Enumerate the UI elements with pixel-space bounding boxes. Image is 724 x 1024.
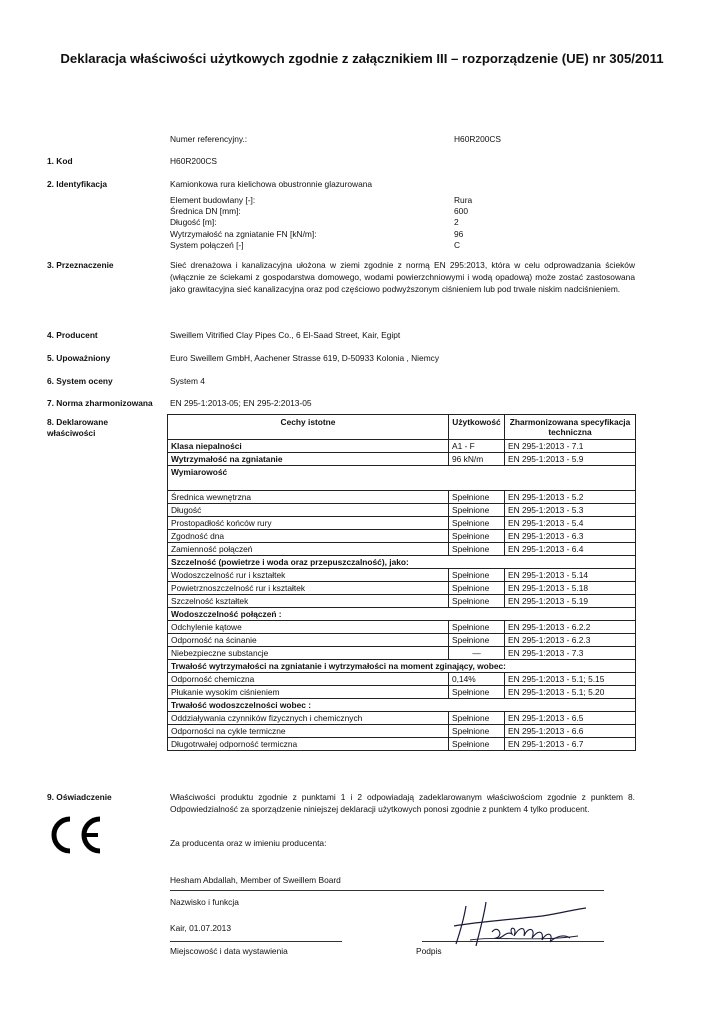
performance-cell: Spełnione (449, 530, 505, 543)
characteristic-cell: Oddziaływania czynników fizycznych i chemicznych (168, 712, 449, 725)
table-row (168, 673, 636, 686)
page-title: Deklaracja właściwości użytkowych zgodnie z załącznikiem III – rozporządzenie (UE) nr 305/2011 (60, 51, 664, 66)
characteristic-cell: Zamienność połączeń (168, 543, 449, 556)
ce-mark-logo (44, 814, 104, 856)
table-row (168, 621, 636, 634)
table-section-row (168, 466, 636, 491)
section-heading-cell: Trwałość wytrzymałości na zgniatanie i wytrzymałości na moment zginający, wobec: (168, 660, 636, 673)
header-performance: Użytkowość (449, 415, 505, 440)
performance-cell: Spełnione (449, 517, 505, 530)
table-row (168, 686, 636, 699)
table-row (168, 569, 636, 582)
section-2-description: Kamionkowa rura kielichowa obustronnie glazurowana (170, 179, 373, 189)
section-4-label: 4. Producent (47, 330, 98, 340)
characteristic-cell: Wodoszczelność rur i kształtek (168, 569, 449, 582)
table-section-row (168, 660, 636, 673)
ref-value: H60R200CS (454, 134, 502, 144)
table-section-row (168, 699, 636, 712)
section-heading-cell: Trwałość wodoszczelności wobec : (168, 699, 636, 712)
characteristic-cell: Wytrzymałość na zgniatanie (168, 453, 449, 466)
table-row (168, 517, 636, 530)
spec-cell: EN 295-1:2013 - 6.5 (505, 712, 636, 725)
characteristic-cell: Niebezpieczne substancje (168, 647, 449, 660)
header-essential-characteristics: Cechy istotne (168, 415, 449, 440)
table-row (168, 595, 636, 608)
table-row (168, 504, 636, 517)
table-header-row (168, 415, 636, 440)
spec-cell: EN 295-1:2013 - 7.1 (505, 440, 636, 453)
section-5-value: Euro Sweillem GmbH, Aachener Strasse 619, D-50933 Kolonia , Niemcy (170, 353, 440, 363)
table-row (168, 647, 636, 660)
section-2-label: 2. Identyfikacja (47, 179, 108, 189)
spec-cell: EN 295-1:2013 - 5.9 (505, 453, 636, 466)
characteristic-cell: Odporność na ścinanie (168, 634, 449, 647)
table-section-row (168, 556, 636, 569)
ident-row-name: Element budowlany [-]: (170, 195, 256, 205)
ident-row-name: Długość [m]: (170, 217, 217, 227)
table-row (168, 634, 636, 647)
section-5-label: 5. Upoważniony (47, 353, 111, 363)
spec-cell: EN 295-1:2013 - 6.4 (505, 543, 636, 556)
spec-cell: EN 295-1:2013 - 6.2.2 (505, 621, 636, 634)
table-row (168, 491, 636, 504)
spec-cell: EN 295-1:2013 - 6.7 (505, 738, 636, 751)
characteristic-cell: Szczelność kształtek (168, 595, 449, 608)
ident-row-value: 2 (454, 217, 459, 227)
place-date: Kair, 01.07.2013 (170, 923, 232, 933)
performance-cell: Spełnione (449, 686, 505, 699)
signer-caption: Nazwisko i funkcja (170, 897, 239, 907)
section-6-label: 6. System oceny (47, 376, 113, 386)
performance-cell: Spełnione (449, 582, 505, 595)
table-row (168, 738, 636, 751)
performance-cell: Spełnione (449, 491, 505, 504)
characteristic-cell: Odporności na cykle termiczne (168, 725, 449, 738)
performance-cell: Spełnione (449, 595, 505, 608)
characteristic-cell: Zgodność dna (168, 530, 449, 543)
signature-caption: Podpis (416, 946, 442, 956)
characteristic-cell: Odchylenie kątowe (168, 621, 449, 634)
spec-cell: EN 295-1:2013 - 5.19 (505, 595, 636, 608)
ident-row-value: C (454, 240, 461, 250)
performance-cell: Spełnione (449, 504, 505, 517)
table-row (168, 453, 636, 466)
characteristic-cell: Klasa niepalności (168, 440, 449, 453)
section-1-value: H60R200CS (170, 156, 218, 166)
ident-row-name: Wytrzymałość na zgniatanie FN [kN/m]: (170, 229, 317, 239)
section-4-value: Sweillem Vitrified Clay Pipes Co., 6 El-Saad Street, Kair, Egipt (170, 330, 401, 340)
ident-row-value: 600 (454, 206, 468, 216)
performance-cell: 96 kN/m (449, 453, 505, 466)
performance-cell: Spełnione (449, 543, 505, 556)
characteristic-cell: Długość (168, 504, 449, 517)
signer-line (170, 890, 604, 891)
performance-cell: — (449, 647, 505, 660)
characteristic-cell: Odporność chemiczna (168, 673, 449, 686)
declaration-text: Właściwości produktu zgodnie z punktami 1 i 2 odpowiadają zadeklarowanym właściwościom zgodnie z punktem 8. Odpowiedzialność za sporządzenie niniejszej deklaracji użytkowych ponosi zgodnie z punktem 4 tylko producent. (170, 792, 635, 814)
performance-cell: 0,14% (449, 673, 505, 686)
header-harmonized-spec: Zharmonizowana specyfikacja techniczna (505, 415, 636, 440)
performance-cell: A1 - F (449, 440, 505, 453)
section-3-text: Sieć drenażowa i kanalizacyjna ułożona w ziemi zgodnie z normą EN 295:2013, która w celu odprowadzania ścieków (włącznie ze ściekami z gospodarstwa domowego, wodami powierzchniowymi i wodą opadową) może zostać zastosowana jako grawitacyjna sieć kanalizacyjna oraz pod częściowo podwyższonym ciśnieniem lub pod trwale niskim nadciśnieniem. (170, 260, 635, 294)
signature-image (446, 896, 596, 952)
spec-cell: EN 295-1:2013 - 5.4 (505, 517, 636, 530)
section-8-label (47, 417, 108, 439)
section-heading-cell: Wodoszczelność połączeń : (168, 608, 636, 621)
place-date-caption: Miejscowość i data wystawienia (170, 946, 288, 956)
section-1-label: 1. Kod (47, 156, 73, 166)
performance-cell: Spełnione (449, 712, 505, 725)
section-7-label: 7. Norma zharmonizowana (47, 398, 153, 408)
performance-cell: Spełnione (449, 738, 505, 751)
characteristic-cell: Długotrwałej odporność termiczna (168, 738, 449, 751)
ident-row-name: Średnica DN [mm]: (170, 206, 241, 216)
section-8-label-line1: 8. Deklarowane (47, 417, 108, 427)
section-3-label: 3. Przeznaczenie (47, 260, 114, 270)
ident-row-value: 96 (454, 229, 464, 239)
section-9-label: 9. Oświadczenie (47, 792, 112, 802)
ref-label: Numer referencyjny.: (170, 134, 248, 144)
spec-cell: EN 295-1:2013 - 5.1; 5.20 (505, 686, 636, 699)
spec-cell: EN 295-1:2013 - 6.3 (505, 530, 636, 543)
section-7-value: EN 295-1:2013-05; EN 295-2:2013-05 (170, 398, 312, 408)
signer-name: Hesham Abdallah, Member of Sweillem Board (170, 875, 341, 885)
place-date-line (170, 941, 342, 942)
table-row (168, 440, 636, 453)
characteristic-cell: Płukanie wysokim ciśnieniem (168, 686, 449, 699)
ident-row-value: Rura (454, 195, 473, 205)
spec-cell: EN 295-1:2013 - 6.6 (505, 725, 636, 738)
table-row (168, 543, 636, 556)
table-row (168, 530, 636, 543)
performance-cell: Spełnione (449, 569, 505, 582)
characteristic-cell: Średnica wewnętrzna (168, 491, 449, 504)
spec-cell: EN 295-1:2013 - 5.18 (505, 582, 636, 595)
section-6-value: System 4 (170, 376, 205, 386)
properties-table (167, 414, 636, 751)
section-8-label-line2: właściwości (47, 428, 96, 438)
spec-cell: EN 295-1:2013 - 7.3 (505, 647, 636, 660)
section-heading-cell: Szczelność (powietrze i woda oraz przepuszczalność), jako: (168, 556, 636, 569)
ident-row-name: System połączeń [-] (170, 240, 244, 250)
characteristic-cell: Powietrznoszczelność rur i kształtek (168, 582, 449, 595)
table-row (168, 582, 636, 595)
spec-cell: EN 295-1:2013 - 5.1; 5.15 (505, 673, 636, 686)
spec-cell: EN 295-1:2013 - 5.14 (505, 569, 636, 582)
spec-cell: EN 295-1:2013 - 6.2.3 (505, 634, 636, 647)
table-row (168, 725, 636, 738)
table-row (168, 712, 636, 725)
performance-cell: Spełnione (449, 621, 505, 634)
spec-cell: EN 295-1:2013 - 5.3 (505, 504, 636, 517)
table-section-row (168, 608, 636, 621)
section-heading-cell: Wymiarowość (168, 466, 636, 491)
spec-cell: EN 295-1:2013 - 5.2 (505, 491, 636, 504)
performance-cell: Spełnione (449, 725, 505, 738)
on-behalf-text: Za producenta oraz w imieniu producenta: (170, 838, 327, 848)
characteristic-cell: Prostopadłość końców rury (168, 517, 449, 530)
performance-cell: Spełnione (449, 634, 505, 647)
